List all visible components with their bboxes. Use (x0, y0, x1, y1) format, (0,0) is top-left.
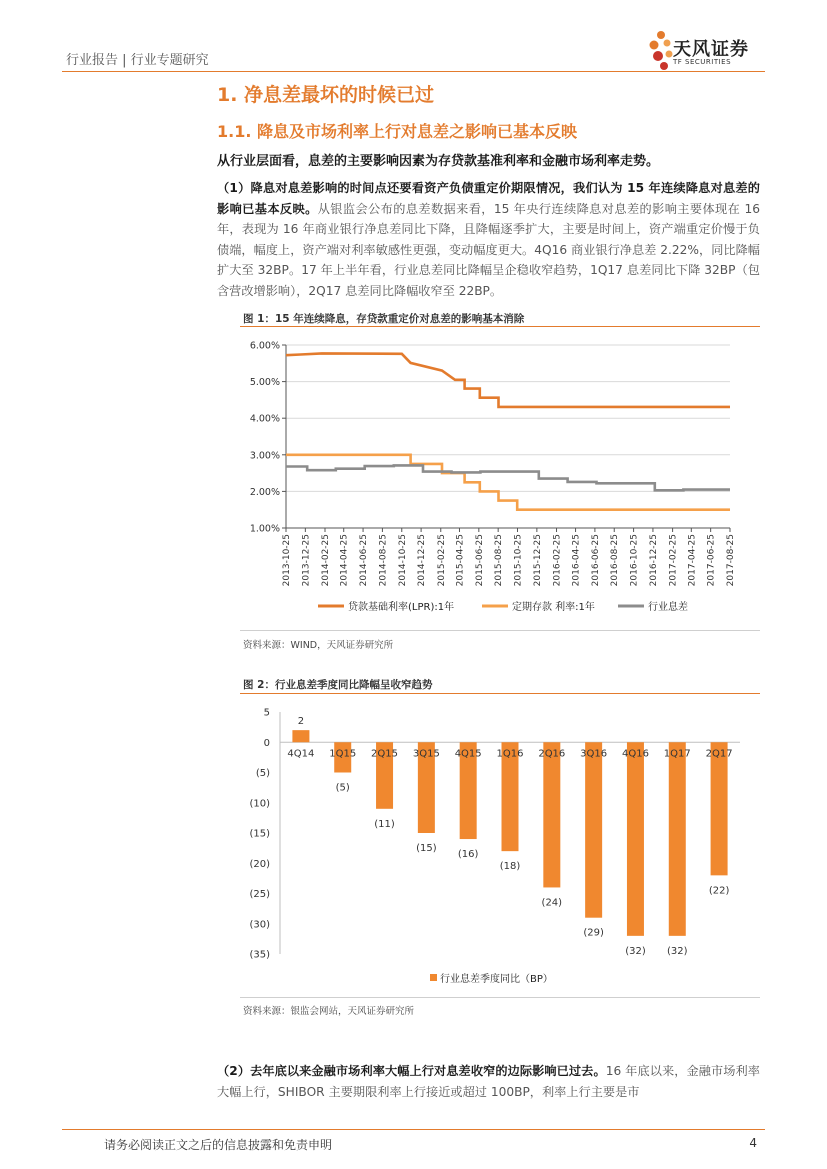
x-tick-label: 2016-08-25 (610, 534, 621, 587)
series-line-2 (286, 455, 730, 510)
category-label: 3Q16 (580, 748, 608, 760)
category-label: 1Q16 (496, 748, 524, 760)
y-tick-label: 1.00% (249, 523, 280, 535)
x-tick-label: 2017-08-25 (726, 534, 736, 587)
x-tick-label: 2015-04-25 (455, 534, 466, 587)
page-number: 4 (749, 1136, 757, 1150)
x-tick-label: 2016-12-25 (648, 534, 659, 587)
data-label: (18) (499, 861, 521, 873)
category-label: 2Q15 (371, 748, 399, 760)
category-label: 4Q15 (454, 748, 482, 760)
y-tick-label: 4.00% (249, 413, 280, 425)
data-label: (22) (708, 885, 730, 897)
section-heading: 1. 净息差最坏的时候已过 (217, 84, 435, 106)
paragraph-1 (217, 178, 760, 301)
y-tick-label: (35) (249, 949, 270, 961)
x-tick-label: 2015-08-25 (494, 534, 505, 587)
figure-1-source: 资料来源：WIND，天风证券研究所 (243, 640, 394, 651)
paragraph-2-body: 16 年底以来，金融市场利率大幅上行，SHIBOR 主要期限利率上行接近或超过 100BP，利率上行主要是市 (217, 1064, 760, 1099)
data-label: (11) (374, 818, 395, 830)
footer-disclaimer: 请务必阅读正文之后的信息披露和免责申明 (104, 1138, 333, 1152)
y-tick-label: 6.00% (249, 340, 280, 352)
x-tick-label: 2017-02-25 (668, 534, 679, 587)
paragraph-1-body: 从银监会公布的息差数据来看，15 年央行连续降息对息差的影响主要体现在 16 年，表现为 16 年商业银行净息差同比下降，且降幅逐季扩大，主要是时间上，资产端重定价慢于负债端，幅度上，资产端对利率敏感性更强，变动幅度更大。4Q16 商业银行净息差 2.22%，同比降幅扩大至 32BP。17 年上半年看，行业息差同比降幅呈企稳收窄趋势，1Q17 息差同比下降 32BP（包含营改增影响），2Q17 息差同比降幅收窄至 22BP。 (217, 201, 760, 298)
x-tick-label: 2016-04-25 (571, 534, 582, 587)
paragraph-2 (217, 1061, 760, 1102)
x-tick-label: 2017-06-25 (706, 534, 717, 587)
data-label: (32) (625, 945, 646, 957)
series-line-1 (286, 353, 730, 407)
x-tick-label: 2014-08-25 (378, 534, 389, 587)
legend-label: 行业息差 (648, 602, 688, 613)
footer-divider (62, 1129, 765, 1130)
figure-1-top-rule (240, 326, 760, 327)
data-label: (5) (335, 782, 350, 794)
rate-line-chart (240, 330, 760, 625)
figure-1-bottom-rule (240, 630, 760, 631)
category-label: 2Q16 (538, 748, 566, 760)
series-line-3 (286, 465, 730, 490)
subsection-heading: 1.1. 降息及市场利率上行对息差之影响已基本反映 (217, 122, 577, 141)
figure-1-title: 图 1：15 年连续降息，存贷款重定价对息差的影响基本消除 (243, 313, 525, 325)
y-tick-label: 3.00% (249, 450, 280, 462)
x-tick-label: 2013-12-25 (301, 534, 312, 587)
y-tick-label: (30) (249, 919, 270, 931)
figure-2-source: 资料来源：银监会网站，天风证券研究所 (243, 1006, 415, 1017)
legend-label: 贷款基础利率(LPR):1年 (348, 602, 455, 613)
x-tick-label: 2015-02-25 (436, 534, 447, 587)
legend-label: 定期存款 利率:1年 (512, 602, 595, 613)
y-tick-label: 0 (263, 737, 270, 749)
bar-3Q16 (585, 742, 602, 917)
lead-sentence: 从行业层面看，息差的主要影响因素为存贷款基准利率和金融市场利率走势。 (217, 154, 660, 169)
y-tick-label: (15) (249, 828, 270, 840)
legend-label: 行业息差季度同比（BP） (440, 974, 553, 985)
bar-1Q17 (669, 742, 686, 936)
x-tick-label: 2015-10-25 (513, 534, 524, 587)
bar-4Q14 (292, 730, 309, 742)
x-tick-label: 2015-12-25 (532, 534, 543, 587)
y-tick-label: (25) (249, 889, 270, 900)
x-tick-label: 2014-06-25 (359, 534, 370, 587)
x-tick-label: 2016-06-25 (590, 534, 601, 587)
y-tick-label: 2.00% (249, 486, 280, 498)
logo-subtitle: TF SECURITIES (673, 58, 732, 66)
figure-2-bottom-rule (240, 997, 760, 998)
y-tick-label: (10) (249, 798, 270, 810)
x-tick-label: 2017-04-25 (687, 534, 698, 587)
x-tick-label: 2014-04-25 (339, 534, 350, 587)
category-label: 4Q14 (287, 748, 315, 760)
figure-2-title: 图 2：行业息差季度同比降幅呈收窄趋势 (243, 679, 433, 691)
x-tick-label: 2016-10-25 (629, 534, 640, 587)
data-label: (32) (667, 945, 688, 957)
paragraph-2-lead: （2）去年底以来金融市场利率大幅上行对息差收窄的边际影响已过去。 (217, 1064, 606, 1078)
paragraph-1-lead: （1）降息对息差影响的时间点还要看资产负债重定价期限情况，我们认为 15 年连续降息对息差的影响已基本反映。 (217, 181, 760, 216)
logo-name: 天风证券 (673, 39, 749, 60)
category-label: 4Q16 (621, 748, 649, 760)
x-tick-label: 2014-10-25 (397, 534, 408, 587)
header-divider (62, 71, 765, 72)
figure-2-top-rule (240, 693, 760, 694)
data-label: (16) (457, 849, 479, 861)
bar-2Q17 (711, 742, 728, 875)
x-tick-label: 2015-06-25 (474, 534, 485, 587)
x-tick-label: 2014-12-25 (417, 534, 428, 587)
category-label: 1Q15 (329, 748, 357, 760)
category-label: 1Q17 (663, 748, 691, 760)
y-tick-label: 5.00% (249, 377, 280, 389)
legend-swatch (430, 974, 437, 981)
bar-2Q16 (543, 742, 560, 887)
bar-4Q16 (627, 742, 644, 936)
nim-yoy-bar-chart (240, 698, 760, 993)
category-label: 2Q17 (705, 748, 733, 760)
data-label: (24) (541, 897, 563, 909)
data-label: (15) (416, 843, 437, 854)
y-tick-label: 5 (263, 707, 270, 719)
x-tick-label: 2013-10-25 (282, 534, 292, 587)
x-tick-label: 2016-02-25 (552, 534, 563, 587)
data-label: 2 (297, 716, 305, 728)
data-label: (29) (583, 927, 604, 939)
category-label: 3Q15 (412, 748, 440, 760)
x-tick-label: 2014-02-25 (321, 534, 332, 587)
y-tick-label: (5) (255, 768, 270, 779)
y-tick-label: (20) (249, 858, 270, 870)
report-category: 行业报告 | 行业专题研究 (66, 53, 209, 68)
